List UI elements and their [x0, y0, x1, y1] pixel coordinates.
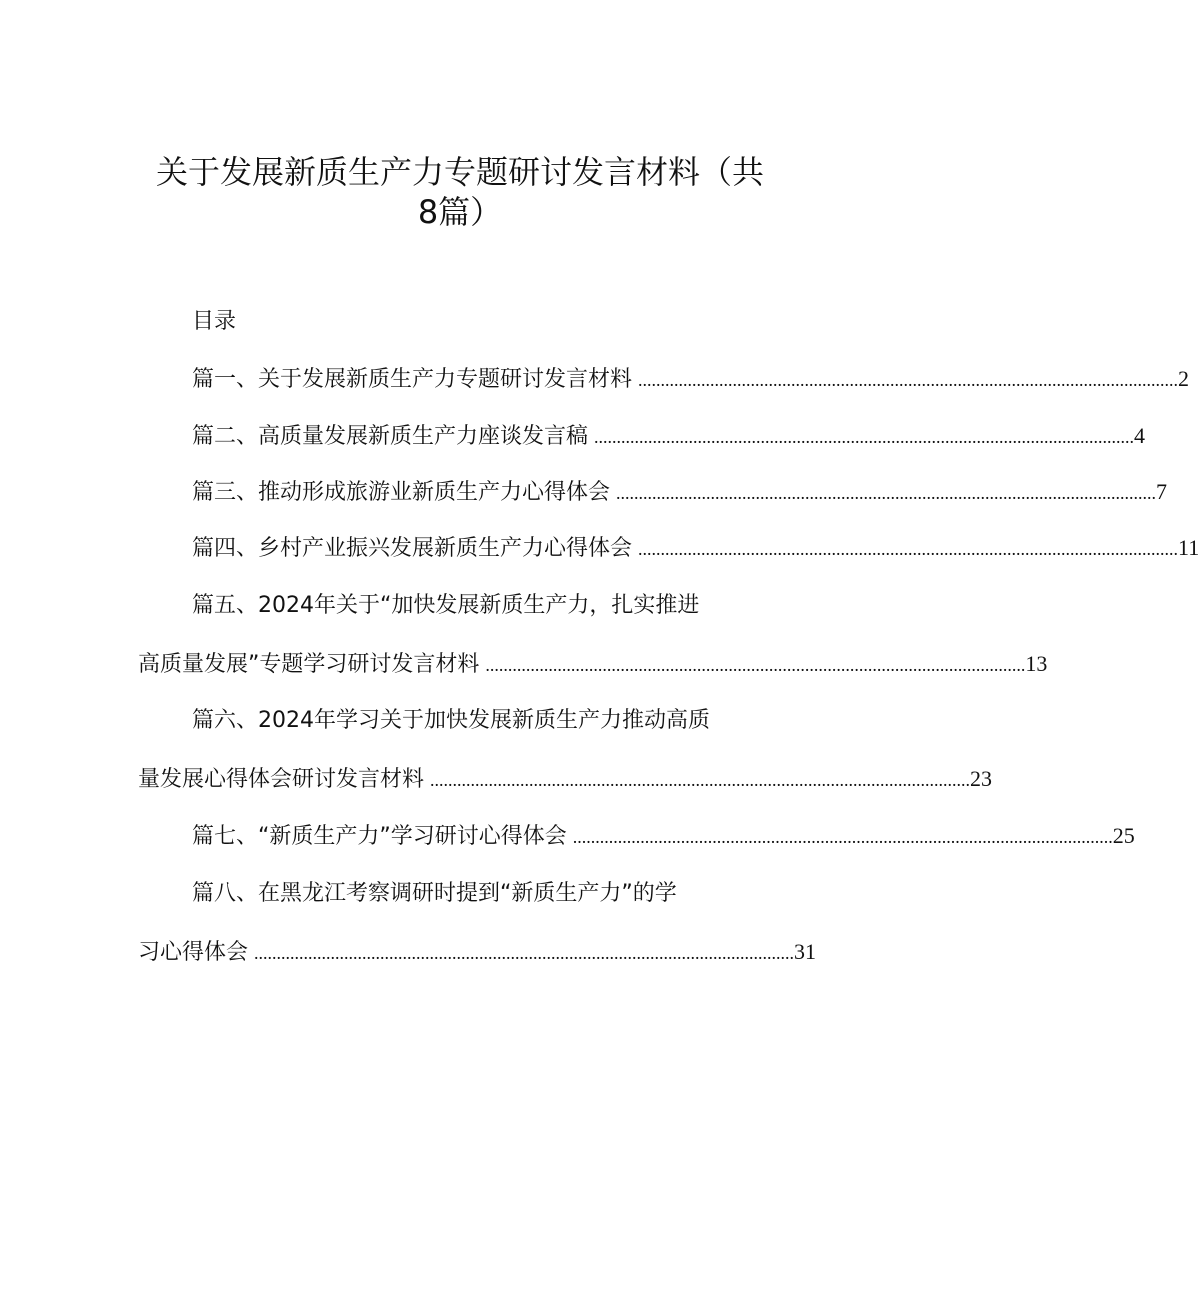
toc-entry-1[interactable] — [192, 364, 1190, 395]
toc-entry-page: 7 — [1156, 479, 1168, 504]
toc-leader-dots: ........................................................................................................................ — [594, 427, 1135, 447]
toc-entry-page: 11 — [1178, 535, 1199, 560]
toc-leader-dots: ........................................................................................................................ — [638, 370, 1179, 390]
toc-entry-page: 31 — [794, 939, 817, 964]
toc-entry-page: 23 — [970, 766, 993, 791]
toc-entry-page: 13 — [1025, 651, 1048, 676]
toc-entry-title: 篇一、关于发展新质生产力专题研讨发言材料 — [192, 367, 633, 392]
toc-leader-dots: ........................................................................................................................ — [572, 827, 1113, 847]
toc-leader-dots: ........................................................................................................................ — [254, 943, 795, 963]
toc-leader-dots: ........................................................................................................................ — [638, 539, 1179, 559]
toc-leader-dots: ........................................................................................................................ — [485, 655, 1026, 675]
toc-entry-title: 篇八、在黑龙江考察调研时提到“新质生产力”的学 — [192, 881, 677, 906]
toc-entry-title-continued: 习心得体会 — [138, 940, 249, 965]
toc-leader-dots: ........................................................................................................................ — [616, 483, 1157, 503]
toc-entry-6-line-1[interactable] — [192, 706, 710, 736]
toc-entry-page: 25 — [1112, 823, 1135, 848]
toc-entry-title: 篇三、推动形成旅游业新质生产力心得体会 — [192, 480, 611, 505]
document-title-line-1: 关于发展新质生产力专题研讨发言材料（共 — [155, 153, 764, 191]
toc-entry-title-continued: 量发展心得体会研讨发言材料 — [138, 767, 425, 792]
toc-entry-8-line-1[interactable] — [192, 879, 677, 909]
toc-heading: 目录 — [192, 309, 237, 334]
toc-entry-title: 篇七、“新质生产力”学习研讨心得体会 — [192, 824, 567, 849]
toc-entry-title: 篇二、高质量发展新质生产力座谈发言稿 — [192, 424, 589, 449]
toc-entry-8-line-2[interactable] — [138, 937, 817, 968]
toc-entry-title: 篇四、乡村产业振兴发展新质生产力心得体会 — [192, 536, 633, 561]
toc-entry-6-line-2[interactable] — [138, 764, 993, 795]
toc-entry-7[interactable] — [192, 821, 1135, 852]
toc-entry-3[interactable] — [192, 477, 1168, 508]
toc-entry-5-line-2[interactable] — [138, 649, 1048, 680]
toc-entry-page: 2 — [1178, 366, 1190, 391]
document-title-line-2: 8篇） — [417, 193, 503, 231]
toc-entry-title: 篇六、2024年学习关于加快发展新质生产力推动高质 — [192, 708, 710, 733]
toc-entry-5-line-1[interactable] — [192, 591, 699, 621]
toc-entry-page: 4 — [1134, 423, 1146, 448]
toc-entry-4[interactable] — [192, 533, 1199, 564]
toc-entry-2[interactable] — [192, 421, 1146, 452]
toc-leader-dots: ........................................................................................................................ — [430, 770, 971, 790]
toc-entry-title: 篇五、2024年关于“加快发展新质生产力，扎实推进 — [192, 593, 700, 618]
toc-entry-title-continued: 高质量发展”专题学习研讨发言材料 — [138, 652, 480, 677]
